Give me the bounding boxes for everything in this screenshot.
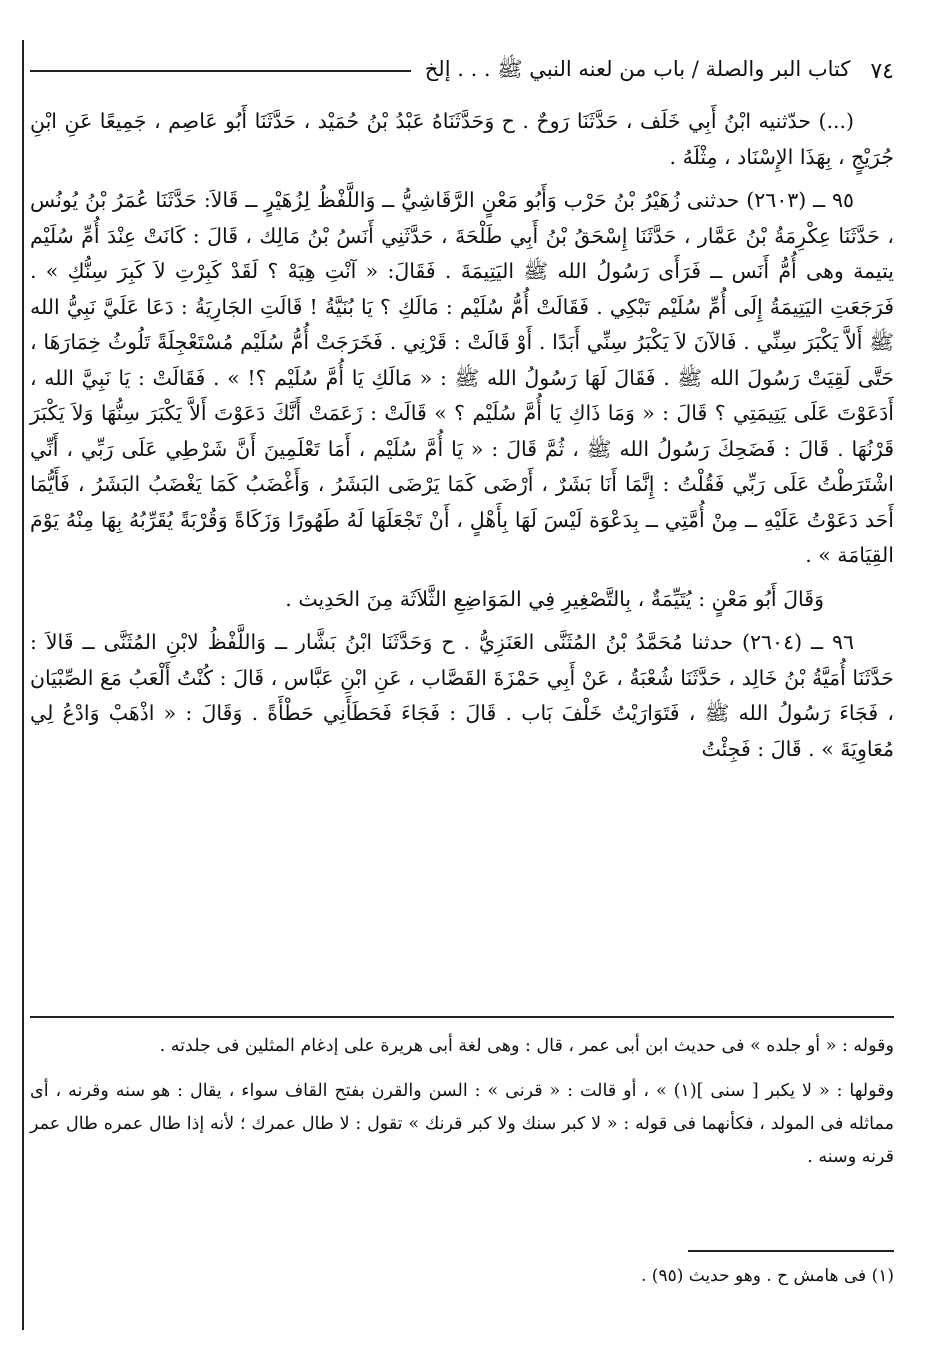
commentary <box>30 1030 894 1174</box>
margin-rule <box>22 40 24 1330</box>
commentary-paragraph-2: وقولها : « لا يكبر [ سنى ](١) » ، أو قالت : « قرنى » : السن والقرن بفتح القاف سواء ، يقال : هو سنه وقرنه ، أى مماثله فى المولد ، فكأنهما فى قوله : « لا كبر سنك ولا كبر قرنك » تقول : لا طال عمرك ؛ لأنه إذا طال عمره طال عمر قرنه وسنه . <box>30 1081 894 1167</box>
commentary-divider <box>30 1016 894 1018</box>
page-number: ٧٤ <box>870 58 894 84</box>
hadith-96: ٩٦ ــ (٢٦٠٤) حدثنا مُحَمَّدُ بْنُ المُثَنَّى العَنَزِيُّ . ح وَحَدَّثَنَا ابْنُ بَشَّار ــ وَاللَّفْظُ لابْنِ المُثَنَّى ــ قَالاَ : حَدَّثَنَا أُمَيَّةُ بْنُ خَالِد ، حَدَّثَنَا شُعْبَةُ ، عَنْ أَبِي حَمْزَةَ القَصَّاب ، عَنِ ابْنِ عَبَّاس ، قَالَ : كُنْتُ أَلْعَبُ مَعَ الصِّبْيَان ، فَجَاءَ رَسُولُ الله ﷺ ، فَتَوَارَيْتُ خَلْفَ بَاب . قَالَ : فَجَاءَ فَحَطَأَنِي حَطْأَةً . وَقَالَ : « اذْهَبْ وَادْعُ لِي مُعَاوِيَةَ » . قَالَ : فَجِئْتُ <box>30 630 894 761</box>
narrator-note: وَقَالَ أَبُو مَعْنٍ : يُتَيِّمَةٌ ، بِالتَّصْغِيرِ فِي المَوَاضِعِ الثَّلاَثَة مِنَ الحَدِيث . <box>285 586 824 611</box>
footnote: (١) فى هامش ح . وهو حديث (٩٥) . <box>640 1266 894 1286</box>
page-header <box>30 56 894 86</box>
commentary-paragraph-1: وقوله : « أو جلده » فى حديث ابن أبى عمر ، قال : وهى لغة أبى هريرة على إدغام المثلين فى جلدته . <box>159 1036 894 1056</box>
header-rule <box>30 70 411 72</box>
hadith-95: ٩٥ ــ (٢٦٠٣) حدثنى زُهَيْرُ بْنُ حَرْب وَأَبُو مَعْنٍ الرَّقَاشِيُّ ــ وَاللَّفْظُ لِزُهَيْرٍ ــ قَالاَ: حَدَّثَنَا عُمَرُ بْنُ يُونُس ، حَدَّثَنَا عِكْرِمَةُ بْنُ عَمَّار ، حَدَّثَنَا إِسْحَقُ بْنُ أَبِي طَلْحَةَ ، حَدَّثَنِي أَنَسُ بْنُ مَالِك ، قَالَ : كَانَتْ عِنْدَ أُمِّ سُلَيْم يتيمة وهى أُمُّ أَنَس ــ فَرَأَى رَسُولُ الله ﷺ اليَتِيمَةَ . فَقَالَ: « آنْتِ هِيَهْ ؟ لَقَدْ كَبِرْتِ لاَ كَبِرَ سِنُّكِ » . فَرَجَعَتِ اليَتِيمَةُ إِلَى أُمِّ سُلَيْم تَبْكِي . فَقَالَتْ أُمُّ سُلَيْم : مَالَكِ ؟ يَا بُنَيَّةُ ! قَالَتِ الجَارِيَةُ : دَعَا عَلَيَّ نَبِيُّ الله ﷺ أَلاَّ يَكْبَرَ سِنِّي . فَالآنَ لاَ يَكْبَرُ سِنِّي أَبَدًا . أَوْ قَالَتْ : قَرْنِي . فَخَرَجَتْ أُمُّ سُلَيْم مُسْتَعْجِلَةً تَلُوثُ خِمَارَهَا ، حَتَّى لَقِيَتْ رَسُولَ الله ﷺ . فَقَالَ لَهَا رَسُولُ الله ﷺ : « مَالَكِ يَا أُمَّ سُلَيْم ؟! » . فَقَالَتْ : يَا نَبِيَّ الله ، أَدَعَوْتَ عَلَى يَتِيمَتِي ؟ قَالَ : « وَمَا ذَاكِ يَا أُمَّ سُلَيْم ؟ » قَالَتْ : زَعَمَتْ أَنَّكَ دَعَوْتَ أَلاَّ يَكْبَرَ سِنُّهَا وَلاَ يَكْبَرَ قَرْنُهَا . قَالَ : فَضَحِكَ رَسُولُ الله ﷺ ، ثُمَّ قَالَ : « يَا أُمَّ سُلَيْم ، أَمَا تَعْلَمِينَ أَنَّ شَرْطِي عَلَى رَبِّي ، أَنِّي اشْتَرَطْتُ عَلَى رَبِّي فَقُلْتُ : إِنَّمَا أَنَا بَشَرٌ ، أَرْضَى كَمَا يَرْضَى البَشَرُ ، وَأَغْضَبُ كَمَا يَغْضَبُ البَشَرُ ، فَأَيُّمَا أَحَد دَعَوْتُ عَلَيْهِ ــ مِنْ أُمَّتِي ــ بِدَعْوَة لَيْسَ لَهَا بِأَهْلٍ ، أَنْ تَجْعَلَهَا لَهُ طَهُورًا وَزَكَاةً وَقُرْبَةً يُقَرِّبُهُ بِهَا مِنْهُ يَوْمَ القِيَامَة » . <box>30 188 894 567</box>
main-text <box>30 104 894 767</box>
intro-paragraph: (...) حدّثنيه ابْنُ أَبِي خَلَف ، حَدَّثَنَا رَوحٌ . ح وَحَدَّثَنَاهُ عَبْدُ بْنُ حُمَيْد ، حَدَّثَنَا أَبُو عَاصِم ، جَمِيعًا عَنِ ابْنِ جُرَيْجٍ ، بِهَذَا الإِسْنَاد ، مِثْلَهُ . <box>30 109 894 169</box>
footnote-rule <box>688 1250 894 1252</box>
running-title: كتاب البر والصلة / باب من لعنه النبي ﷺ . . . إلخ <box>424 56 851 81</box>
